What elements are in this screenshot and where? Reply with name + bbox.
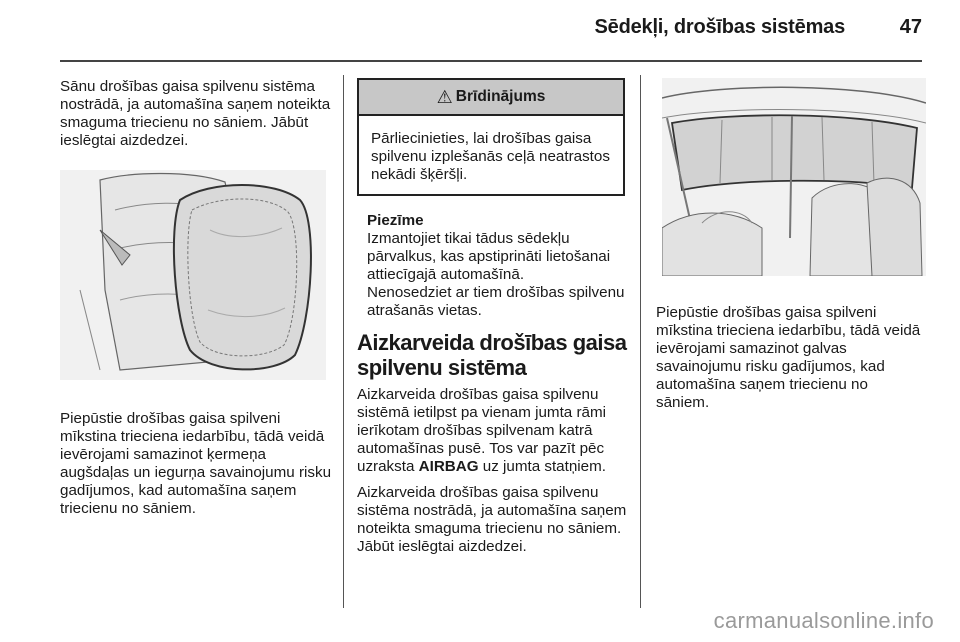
watermark-text: carmanualsonline.info (713, 608, 934, 633)
curtain-airbag-deployment: Aizkarveida drošības gaisa spilvenu sistēma nostrādā, ja automašīna saņem noteikta smaguma triecienu no sāniem. Jābūt ieslēgtai aizdedzei. (357, 484, 627, 555)
note-title: Piezīme (367, 212, 424, 229)
side-airbag-illustration (60, 170, 326, 380)
warning-text: Pārliecinieties, lai drošības gaisa spilvenu izplešanās ceļā neatrastos nekādi šķēršļi. (371, 130, 610, 183)
curtain-airbag-text-a: Aizkarveida drošības gaisa spilvenu sistēmā ietilpst pa vienam jumta rāmi ierīkotam drošības spilvenam katrā automašīnas pusē. Tos var pazīt pēc uzraksta (357, 386, 606, 475)
side-airbag-caption: Piepūstie drošības gaisa spilveni mīkstina trieciena iedarbību, tādā veidā ievērojami samazinot ķermeņa augšdaļas un iegurņa savainojumu risku gadījumos, kad automašīna saņem triecienu no sāniem. (60, 410, 332, 517)
side-airbag-intro: Sānu drošības gaisa spilvenu sistēma nostrādā, ja automašīna saņem noteikta smaguma triecienu no sāniem. Jābūt ieslēgtai aizdedzei. (60, 78, 331, 149)
curtain-airbag-description (357, 386, 627, 476)
note-text-2: Nenosedziet ar tiem drošības spilvenu atrašanās vietas. (367, 284, 625, 319)
curtain-airbag-text-b: uz jumta statņiem. (478, 458, 606, 475)
airbag-label: AIRBAG (418, 458, 479, 475)
warning-triangle-icon: ⚠ (436, 87, 453, 107)
column-1 (60, 78, 335, 518)
column-divider-2 (640, 75, 641, 608)
page-header-title: Sēdekļi, drošības sistēmas (594, 16, 845, 38)
note-text-1: Izmantojiet tikai tādus sēdekļu pārvalkus, kas apstiprināti lietošanai attiecīgajā automašīnā. (367, 230, 611, 283)
curtain-airbag-heading: Aizkarveida drošības gaisa spilvenu sistēma (357, 330, 627, 380)
column-3 (656, 78, 921, 412)
curtain-airbag-caption: Piepūstie drošības gaisa spilveni mīkstina trieciena iedarbību, tādā veidā ievērojami samazinot galvas savainojumu risku gadījumos, kad automašīna saņem triecienu no sāniem. (656, 304, 921, 411)
warning-title: Brīdinājums (455, 88, 546, 105)
column-divider-1 (343, 75, 344, 608)
warning-box (357, 78, 625, 196)
warning-header (359, 80, 623, 116)
column-2 (357, 78, 627, 556)
note-body (367, 230, 627, 320)
header-rule (60, 60, 922, 62)
page-number: 47 (899, 16, 922, 38)
curtain-airbag-illustration (662, 78, 926, 276)
